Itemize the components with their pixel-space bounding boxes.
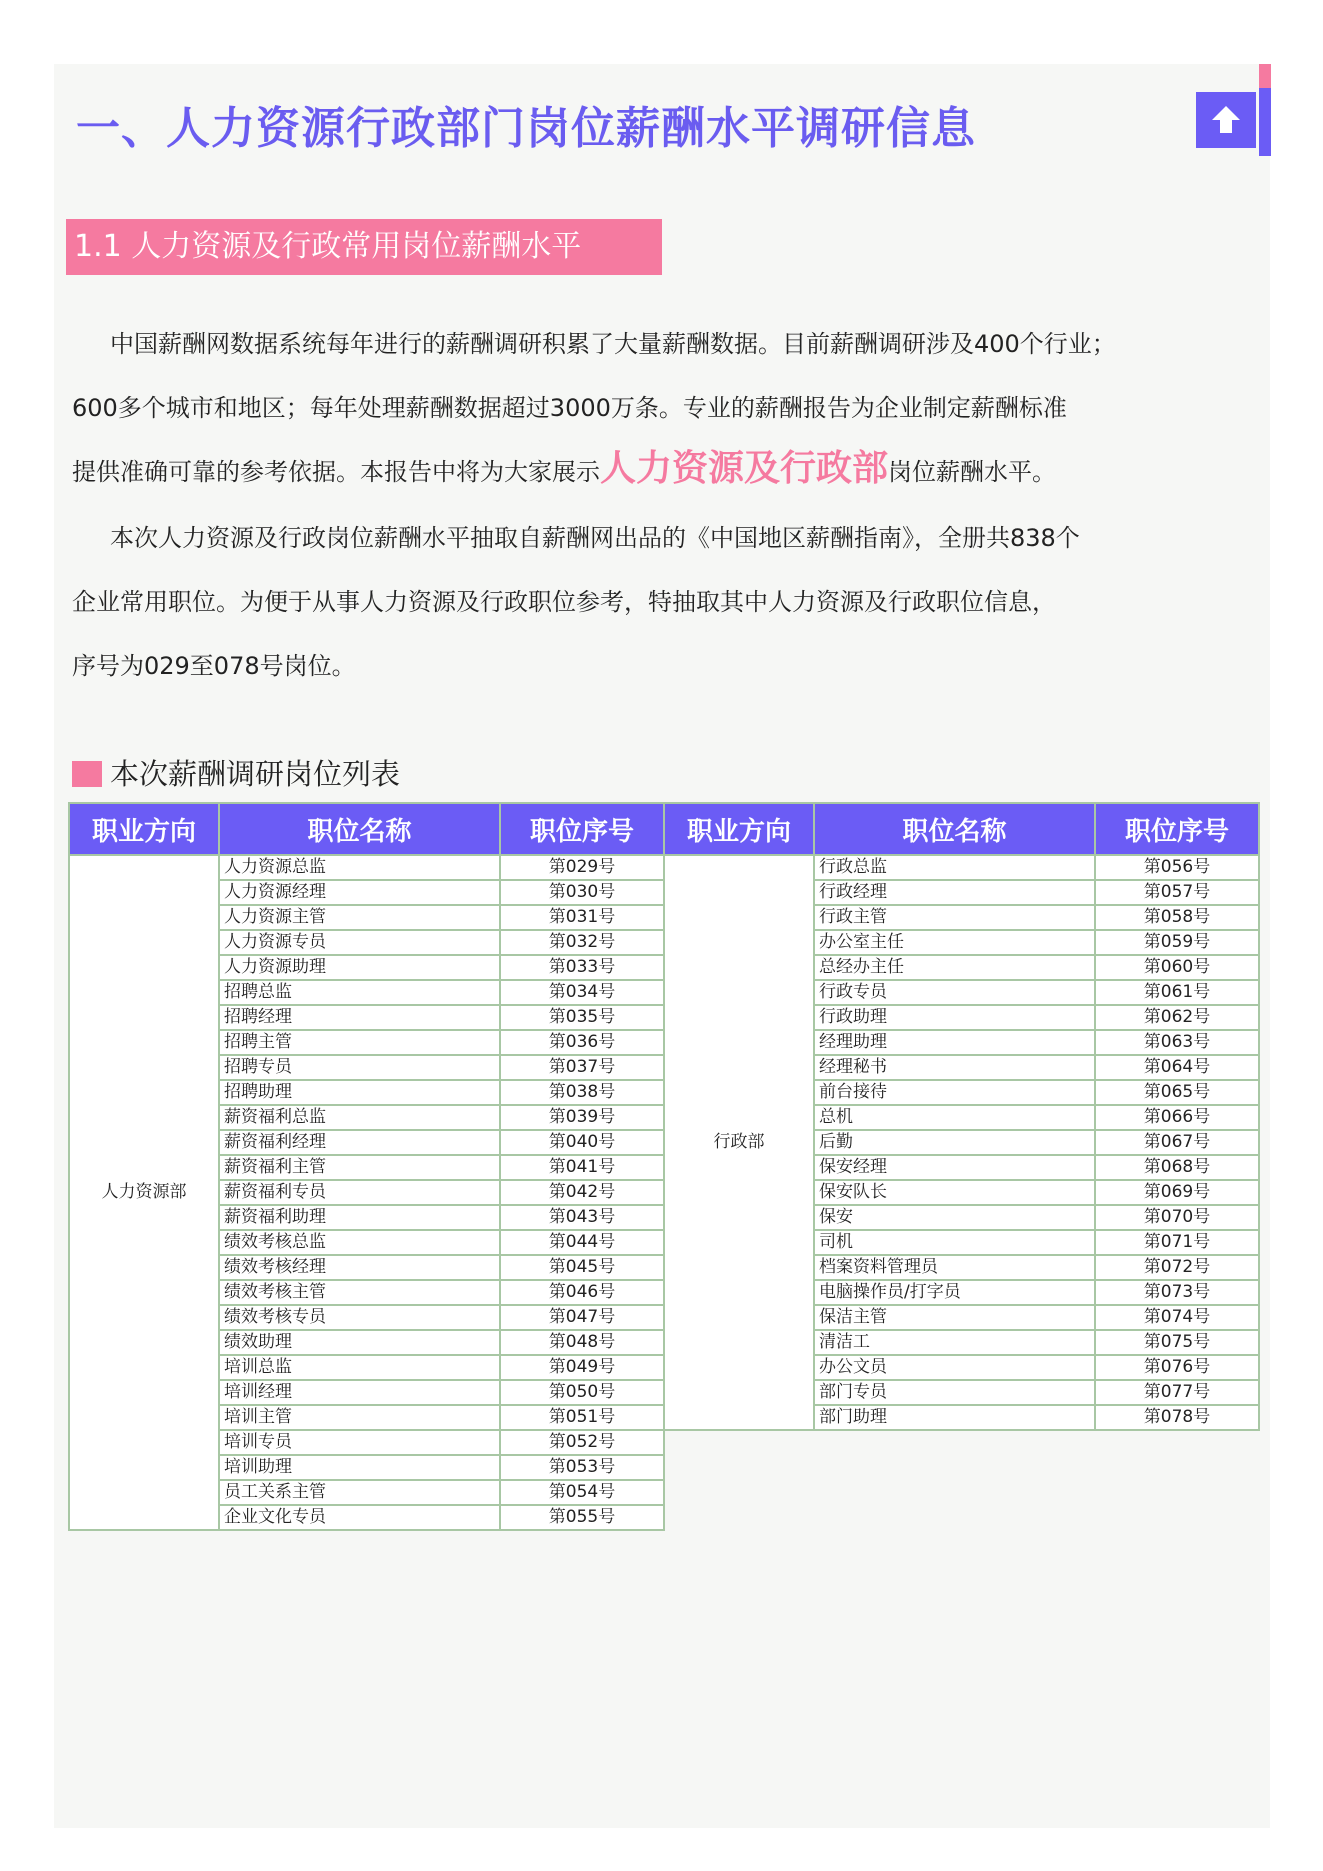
job-name-cell: 人力资源经理: [219, 880, 500, 905]
job-code-cell: 第048号: [500, 1330, 664, 1355]
job-name-cell: 培训经理: [219, 1380, 500, 1405]
job-name-cell: 前台接待: [814, 1080, 1095, 1105]
job-code-cell: 第069号: [1095, 1180, 1259, 1205]
job-code-cell: 第060号: [1095, 955, 1259, 980]
job-code-cell: 第052号: [500, 1430, 664, 1455]
job-name-cell: 培训专员: [219, 1430, 500, 1455]
job-name-cell: 绩效考核主管: [219, 1280, 500, 1305]
header-cell: 职位序号: [500, 803, 664, 855]
job-name-cell: 薪资福利总监: [219, 1105, 500, 1130]
job-code-cell: 第065号: [1095, 1080, 1259, 1105]
job-code-cell: 第029号: [500, 855, 664, 880]
header-cell: 职位名称: [814, 803, 1095, 855]
dept-cell: 行政部: [664, 855, 814, 1430]
job-name-cell: 招聘专员: [219, 1055, 500, 1080]
job-name-cell: 行政主管: [814, 905, 1095, 930]
para1-line3: [72, 440, 1056, 491]
job-code-cell: 第077号: [1095, 1380, 1259, 1405]
job-code-cell: 第047号: [500, 1305, 664, 1330]
header-cell: 职业方向: [69, 803, 219, 855]
section-heading: 1.1 人力资源及行政常用岗位薪酬水平: [66, 219, 662, 275]
back-to-top-button[interactable]: [1196, 92, 1256, 148]
edge-accent-bar: [1259, 64, 1271, 156]
job-name-cell: 经理秘书: [814, 1055, 1095, 1080]
job-code-cell: 第040号: [500, 1130, 664, 1155]
job-name-cell: 培训主管: [219, 1405, 500, 1430]
job-code-cell: 第061号: [1095, 980, 1259, 1005]
job-name-cell: 绩效考核经理: [219, 1255, 500, 1280]
job-code-cell: 第076号: [1095, 1355, 1259, 1380]
job-name-cell: 后勤: [814, 1130, 1095, 1155]
header-cell: 职业方向: [664, 803, 814, 855]
job-name-cell: 人力资源主管: [219, 905, 500, 930]
job-code-cell: 第056号: [1095, 855, 1259, 880]
para1-line2: 600多个城市和地区；每年处理薪酬数据超过3000万条。专业的薪酬报告为企业制定薪酬标准: [72, 394, 1067, 422]
job-name-cell: 办公文员: [814, 1355, 1095, 1380]
job-code-cell: 第068号: [1095, 1155, 1259, 1180]
page-title: 一、人力资源行政部门岗位薪酬水平调研信息: [76, 103, 976, 154]
arrow-up-icon: [1209, 103, 1243, 137]
job-name-cell: 清洁工: [814, 1330, 1095, 1355]
job-name-cell: 绩效考核专员: [219, 1305, 500, 1330]
job-code-cell: 第059号: [1095, 930, 1259, 955]
job-code-cell: 第031号: [500, 905, 664, 930]
header-cell: 职位名称: [219, 803, 500, 855]
highlight-text: 人力资源及行政部: [600, 448, 889, 489]
job-code-cell: 第035号: [500, 1005, 664, 1030]
job-code-cell: 第053号: [500, 1455, 664, 1480]
job-code-cell: 第073号: [1095, 1280, 1259, 1305]
job-name-cell: 绩效考核总监: [219, 1230, 500, 1255]
job-name-cell: 保安经理: [814, 1155, 1095, 1180]
job-name-cell: 人力资源专员: [219, 930, 500, 955]
para2-line2: 企业常用职位。为便于从事人力资源及行政职位参考，特抽取其中人力资源及行政职位信息，: [72, 588, 1056, 616]
para1-line3-post: 岗位薪酬水平。: [888, 458, 1057, 486]
job-code-cell: 第067号: [1095, 1130, 1259, 1155]
job-code-cell: 第051号: [500, 1405, 664, 1430]
job-code-cell: 第043号: [500, 1205, 664, 1230]
job-name-cell: 招聘主管: [219, 1030, 500, 1055]
job-code-cell: 第039号: [500, 1105, 664, 1130]
job-name-cell: 招聘经理: [219, 1005, 500, 1030]
job-code-cell: 第062号: [1095, 1005, 1259, 1030]
para2-line1: 本次人力资源及行政岗位薪酬水平抽取自薪酬网出品的《中国地区薪酬指南》，全册共838个: [110, 524, 1080, 552]
job-name-cell: 司机: [814, 1230, 1095, 1255]
job-name-cell: 电脑操作员/打字员: [814, 1280, 1095, 1305]
empty-space: [664, 1430, 1259, 1530]
job-code-cell: 第044号: [500, 1230, 664, 1255]
pink-marker: [72, 761, 102, 787]
job-name-cell: 保安: [814, 1205, 1095, 1230]
job-name-cell: 行政专员: [814, 980, 1095, 1005]
job-code-cell: 第046号: [500, 1280, 664, 1305]
job-name-cell: 招聘总监: [219, 980, 500, 1005]
job-name-cell: 员工关系主管: [219, 1480, 500, 1505]
job-code-cell: 第057号: [1095, 880, 1259, 905]
job-name-cell: 保安队长: [814, 1180, 1095, 1205]
job-name-cell: 招聘助理: [219, 1080, 500, 1105]
job-code-cell: 第064号: [1095, 1055, 1259, 1080]
table-row: [69, 1430, 1259, 1455]
table-row: [69, 855, 1259, 880]
job-code-cell: 第041号: [500, 1155, 664, 1180]
job-name-cell: 部门助理: [814, 1405, 1095, 1430]
job-name-cell: 绩效助理: [219, 1330, 500, 1355]
job-code-cell: 第063号: [1095, 1030, 1259, 1055]
job-code-cell: 第033号: [500, 955, 664, 980]
job-code-cell: 第045号: [500, 1255, 664, 1280]
job-code-cell: 第072号: [1095, 1255, 1259, 1280]
job-name-cell: 行政总监: [814, 855, 1095, 880]
para2-line3: 序号为029至078号岗位。: [72, 652, 356, 680]
job-name-cell: 行政经理: [814, 880, 1095, 905]
job-code-cell: 第034号: [500, 980, 664, 1005]
job-name-cell: 总机: [814, 1105, 1095, 1130]
job-name-cell: 培训助理: [219, 1455, 500, 1480]
table-header-row: [69, 803, 1259, 855]
job-code-cell: 第036号: [500, 1030, 664, 1055]
header-cell: 职位序号: [1095, 803, 1259, 855]
job-name-cell: 人力资源助理: [219, 955, 500, 980]
job-code-cell: 第078号: [1095, 1405, 1259, 1430]
job-name-cell: 培训总监: [219, 1355, 500, 1380]
job-name-cell: 薪资福利主管: [219, 1155, 500, 1180]
job-name-cell: 经理助理: [814, 1030, 1095, 1055]
job-name-cell: 行政助理: [814, 1005, 1095, 1030]
job-name-cell: 企业文化专员: [219, 1505, 500, 1530]
job-name-cell: 部门专员: [814, 1380, 1095, 1405]
job-name-cell: 保洁主管: [814, 1305, 1095, 1330]
table-title-text: 本次薪酬调研岗位列表: [110, 757, 401, 791]
job-code-cell: 第049号: [500, 1355, 664, 1380]
job-code-cell: 第055号: [500, 1505, 664, 1530]
job-code-cell: 第054号: [500, 1480, 664, 1505]
job-code-cell: 第050号: [500, 1380, 664, 1405]
job-code-cell: 第042号: [500, 1180, 664, 1205]
job-code-cell: 第070号: [1095, 1205, 1259, 1230]
para1-line1: 中国薪酬网数据系统每年进行的薪酬调研积累了大量薪酬数据。目前薪酬调研涉及400个行业；: [110, 330, 1116, 358]
job-code-cell: 第032号: [500, 930, 664, 955]
job-code-cell: 第037号: [500, 1055, 664, 1080]
job-name-cell: 办公室主任: [814, 930, 1095, 955]
table-title: [72, 752, 400, 793]
job-name-cell: 人力资源总监: [219, 855, 500, 880]
job-code-cell: 第074号: [1095, 1305, 1259, 1330]
para1-line3-pre: 提供准确可靠的参考依据。本报告中将为大家展示: [72, 458, 600, 486]
job-code-cell: 第066号: [1095, 1105, 1259, 1130]
job-name-cell: 薪资福利经理: [219, 1130, 500, 1155]
job-code-cell: 第071号: [1095, 1230, 1259, 1255]
job-name-cell: 薪资福利助理: [219, 1205, 500, 1230]
job-name-cell: 总经办主任: [814, 955, 1095, 980]
job-name-cell: 档案资料管理员: [814, 1255, 1095, 1280]
job-code-cell: 第075号: [1095, 1330, 1259, 1355]
job-code-cell: 第038号: [500, 1080, 664, 1105]
dept-cell: 人力资源部: [69, 855, 219, 1530]
job-table: [68, 802, 1260, 1531]
job-code-cell: 第030号: [500, 880, 664, 905]
job-name-cell: 薪资福利专员: [219, 1180, 500, 1205]
job-code-cell: 第058号: [1095, 905, 1259, 930]
